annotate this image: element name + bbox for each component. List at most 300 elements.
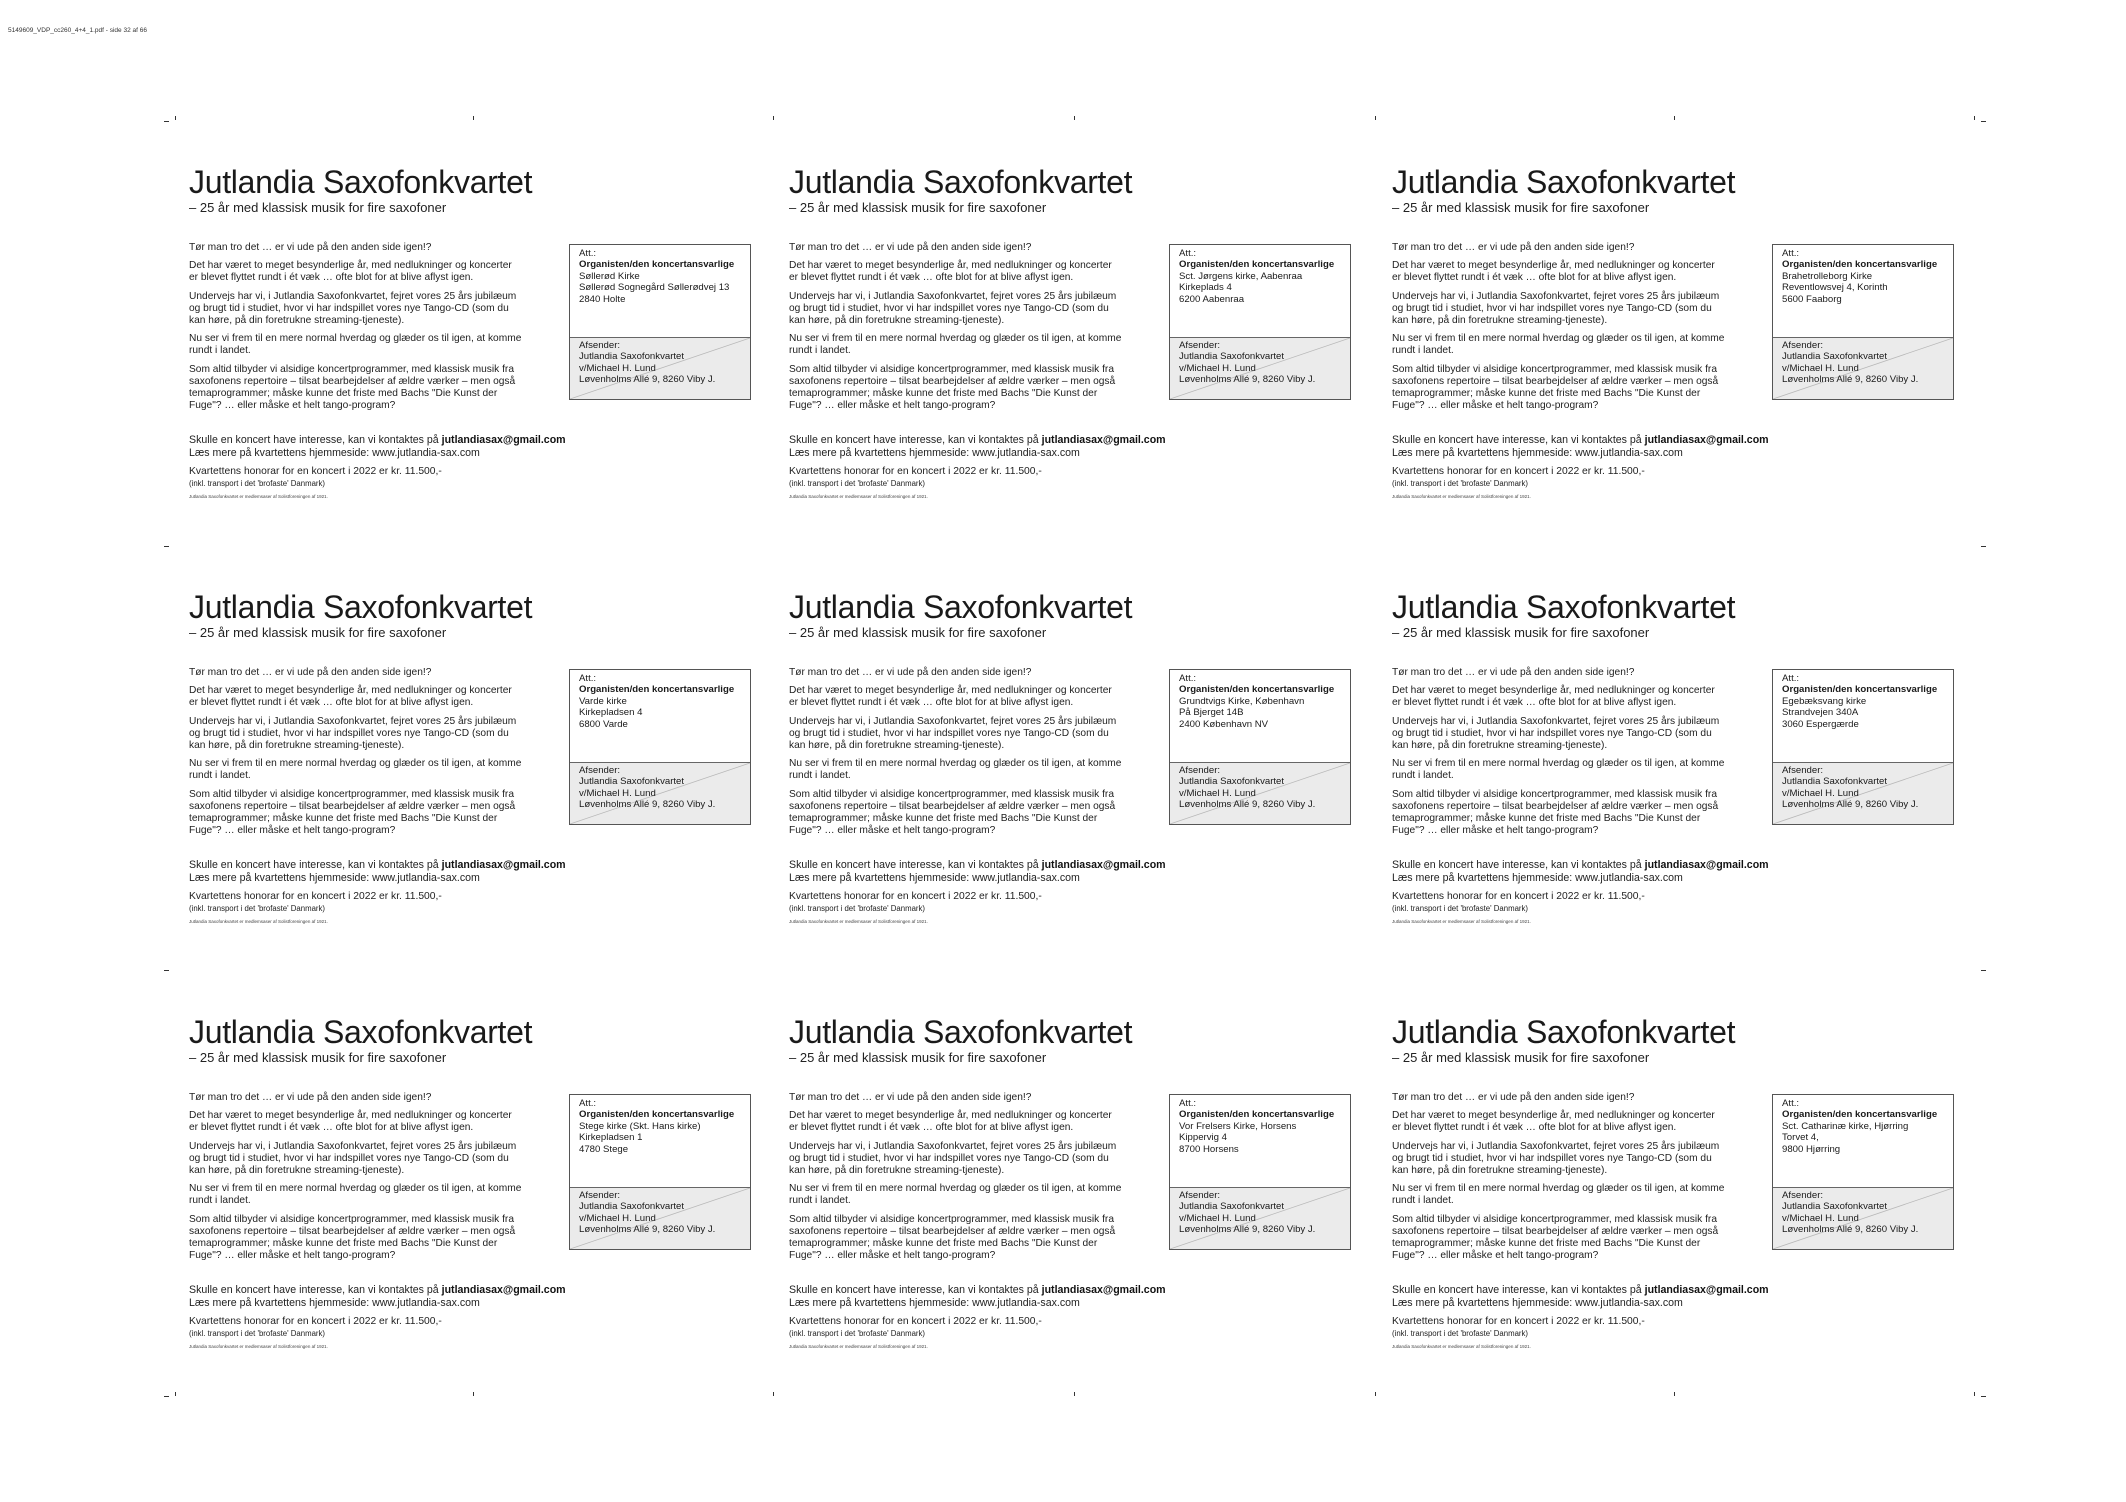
recipient-block — [570, 245, 750, 305]
body-line: temaprogrammer; måske kunne det friste med Bachs "Die Kunst der — [789, 813, 1098, 825]
body-line: og brugt tid i studiet, hvor vi har indspillet vores nye Tango-CD (som du — [1392, 727, 1712, 739]
contact-email[interactable]: jutlandiasax@gmail.com — [1644, 434, 1769, 446]
address-box — [569, 244, 751, 400]
att-label: Att.: — [1782, 248, 1800, 259]
body-line: temaprogrammer; måske kunne det friste med Bachs "Die Kunst der — [1392, 388, 1701, 400]
crop-mark — [473, 116, 474, 120]
body-paragraph — [1392, 1214, 1762, 1263]
att-label: Att.: — [1782, 673, 1800, 684]
body-line: rundt i landet. — [1392, 1195, 1454, 1207]
body-line: og brugt tid i studiet, hvor vi har indspillet vores nye Tango-CD (som du — [189, 302, 509, 314]
sender-label: Afsender: — [579, 340, 621, 351]
body-paragraph — [1392, 260, 1762, 284]
letter-card — [789, 1016, 1391, 1441]
sender-line: Løvenholms Allé 9, 8260 Viby J. — [1179, 374, 1316, 386]
letter-body — [189, 667, 559, 843]
letter-body — [789, 1092, 1159, 1268]
website-line: Læs mere på kvartettens hjemmeside: www.jutlandia-sax.com — [789, 872, 1080, 884]
body-line: er blevet flyttet rundt i ét væk … ofte blot for at blive aflyst igen. — [1392, 272, 1677, 284]
body-line: saxofonens repertoire – tilsat bearbejdelser af ældre værker – men også — [789, 800, 1116, 812]
sender-block — [570, 762, 750, 824]
sender-block — [1773, 1187, 1953, 1249]
body-paragraph — [189, 260, 559, 284]
body-line: Tør man tro det … er vi ude på den anden side igen!? — [789, 1092, 1032, 1103]
body-line: Fuge"? … eller måske et helt tango-program? — [189, 1250, 396, 1262]
sender-line: Løvenholms Allé 9, 8260 Viby J. — [579, 1224, 716, 1236]
fee-line: Kvartettens honorar for en koncert i 2022 er kr. 11.500,- — [189, 466, 442, 477]
crop-mark — [164, 1396, 169, 1397]
body-line: Som altid tilbyder vi alsidige koncertprogrammer, med klassisk musik fra — [1392, 788, 1717, 800]
body-line: Som altid tilbyder vi alsidige koncertprogrammer, med klassisk musik fra — [1392, 363, 1717, 375]
fine-print: Jutlandia Saxofonkvartet er medlemsaser af Solistforeningen af 1921. — [789, 919, 928, 924]
card-title: Jutlandia Saxofonkvartet — [1392, 164, 1736, 200]
body-line: Det har været to meget besynderlige år, med nedlukninger og koncerter — [1392, 685, 1715, 697]
fine-print: Jutlandia Saxofonkvartet er medlemsaser af Solistforeningen af 1921. — [1392, 1344, 1531, 1349]
body-line: kan høre, på din foretrukne streaming-tjeneste). — [189, 315, 405, 327]
letter-body — [1392, 667, 1762, 843]
fine-print: Jutlandia Saxofonkvartet er medlemsaser af Solistforeningen af 1921. — [1392, 919, 1531, 924]
body-line: og brugt tid i studiet, hvor vi har indspillet vores nye Tango-CD (som du — [789, 1152, 1109, 1164]
fine-print: Jutlandia Saxofonkvartet er medlemsaser af Solistforeningen af 1921. — [1392, 494, 1531, 499]
body-line: Fuge"? … eller måske et helt tango-program? — [189, 825, 396, 837]
body-line: Det har været to meget besynderlige år, med nedlukninger og koncerter — [1392, 260, 1715, 272]
body-paragraph — [789, 716, 1159, 753]
body-line: Fuge"? … eller måske et helt tango-program? — [789, 1250, 996, 1262]
crop-mark — [1981, 1396, 1986, 1397]
body-paragraph — [789, 333, 1159, 357]
recipient-line: Stege kirke (Skt. Hans kirke) — [579, 1120, 701, 1132]
recipient-line: 9800 Hjørring — [1782, 1143, 1841, 1155]
body-line: er blevet flyttet rundt i ét væk … ofte blot for at blive aflyst igen. — [789, 1122, 1074, 1134]
sender-line: Løvenholms Allé 9, 8260 Viby J. — [579, 799, 716, 811]
website-line: Læs mere på kvartettens hjemmeside: www.jutlandia-sax.com — [1392, 872, 1683, 884]
sender-line: Jutlandia Saxofonkvartet — [579, 351, 685, 363]
recipient-block — [1170, 670, 1350, 730]
body-line: og brugt tid i studiet, hvor vi har indspillet vores nye Tango-CD (som du — [1392, 1152, 1712, 1164]
address-box — [1772, 1094, 1954, 1250]
recipient-line: 6800 Varde — [579, 718, 628, 730]
att-label: Att.: — [1179, 248, 1197, 259]
body-line: Fuge"? … eller måske et helt tango-program? — [189, 400, 396, 412]
sender-label: Afsender: — [579, 1190, 621, 1201]
fee-line: Kvartettens honorar for en koncert i 2022 er kr. 11.500,- — [789, 466, 1042, 477]
recipient-block — [1773, 670, 1953, 730]
contact-line — [789, 859, 1189, 872]
card-subtitle: – 25 år med klassisk musik for fire saxofoner — [789, 200, 1047, 215]
recipient-block — [570, 1095, 750, 1155]
sender-line: v/Michael H. Lund — [1179, 1212, 1256, 1224]
body-paragraph — [1392, 364, 1762, 413]
letter-body — [189, 242, 559, 418]
sender-line: Jutlandia Saxofonkvartet — [1179, 1201, 1285, 1213]
body-line: Undervejs har vi, i Jutlandia Saxofonkvartet, fejret vores 25 års jubilæum — [789, 290, 1117, 302]
body-paragraph — [189, 291, 559, 328]
fee-note: (inkl. transport i det 'brofaste' Danmark) — [789, 1329, 926, 1338]
body-line: saxofonens repertoire – tilsat bearbejdelser af ældre værker – men også — [789, 375, 1116, 387]
recipient-line: 2400 København NV — [1179, 718, 1269, 730]
att-role: Organisten/den koncertansvarlige — [1179, 1109, 1335, 1121]
fee-line: Kvartettens honorar for en koncert i 2022 er kr. 11.500,- — [1392, 466, 1645, 477]
body-line: og brugt tid i studiet, hvor vi har indspillet vores nye Tango-CD (som du — [189, 1152, 509, 1164]
website-line: Læs mere på kvartettens hjemmeside: www.jutlandia-sax.com — [189, 447, 480, 459]
body-paragraph — [789, 1092, 1159, 1104]
sender-text — [1782, 1190, 1944, 1236]
body-line: saxofonens repertoire – tilsat bearbejdelser af ældre værker – men også — [189, 1225, 516, 1237]
body-paragraph — [789, 667, 1159, 679]
body-line: temaprogrammer; måske kunne det friste med Bachs "Die Kunst der — [1392, 813, 1701, 825]
body-line: og brugt tid i studiet, hvor vi har indspillet vores nye Tango-CD (som du — [789, 302, 1109, 314]
body-line: rundt i landet. — [189, 1195, 251, 1207]
sender-line: Jutlandia Saxofonkvartet — [579, 776, 685, 788]
sender-line: v/Michael H. Lund — [1782, 362, 1859, 374]
website-line: Læs mere på kvartettens hjemmeside: www.jutlandia-sax.com — [789, 447, 1080, 459]
body-line: kan høre, på din foretrukne streaming-tjeneste). — [1392, 1165, 1608, 1177]
body-line: Tør man tro det … er vi ude på den anden side igen!? — [1392, 1092, 1635, 1103]
sender-line: Løvenholms Allé 9, 8260 Viby J. — [1782, 799, 1919, 811]
sender-label: Afsender: — [1782, 340, 1824, 351]
body-line: er blevet flyttet rundt i ét væk … ofte blot for at blive aflyst igen. — [189, 272, 474, 284]
address-box — [569, 669, 751, 825]
body-paragraph — [789, 260, 1159, 284]
body-line: Som altid tilbyder vi alsidige koncertprogrammer, med klassisk musik fra — [789, 363, 1114, 375]
recipient-line: 6200 Aabenraa — [1179, 293, 1245, 305]
body-line: rundt i landet. — [1392, 770, 1454, 782]
body-line: er blevet flyttet rundt i ét væk … ofte blot for at blive aflyst igen. — [789, 697, 1074, 709]
body-line: Som altid tilbyder vi alsidige koncertprogrammer, med klassisk musik fra — [789, 788, 1114, 800]
body-paragraph — [1392, 1092, 1762, 1104]
sender-line: v/Michael H. Lund — [1782, 1212, 1859, 1224]
address-box — [569, 1094, 751, 1250]
fine-print: Jutlandia Saxofonkvartet er medlemsaser af Solistforeningen af 1921. — [789, 494, 928, 499]
body-paragraph — [1392, 667, 1762, 679]
body-line: Som altid tilbyder vi alsidige koncertprogrammer, med klassisk musik fra — [189, 788, 514, 800]
body-line: saxofonens repertoire – tilsat bearbejdelser af ældre værker – men også — [789, 1225, 1116, 1237]
body-line: temaprogrammer; måske kunne det friste med Bachs "Die Kunst der — [189, 813, 498, 825]
letter-card — [189, 166, 791, 591]
body-paragraph — [1392, 333, 1762, 357]
body-paragraph — [789, 1141, 1159, 1178]
sender-line: v/Michael H. Lund — [1782, 787, 1859, 799]
att-label: Att.: — [1179, 673, 1197, 684]
fee-note: (inkl. transport i det 'brofaste' Danmark) — [1392, 479, 1529, 488]
contact-email[interactable]: jutlandiasax@gmail.com — [1644, 859, 1769, 871]
card-subtitle: – 25 år med klassisk musik for fire saxofoner — [1392, 625, 1650, 640]
letter-body — [189, 1092, 559, 1268]
body-line: er blevet flyttet rundt i ét væk … ofte blot for at blive aflyst igen. — [789, 272, 1074, 284]
crop-mark — [1981, 121, 1986, 122]
body-line: saxofonens repertoire – tilsat bearbejdelser af ældre værker – men også — [1392, 1225, 1719, 1237]
att-label: Att.: — [579, 1098, 597, 1109]
sender-line: Løvenholms Allé 9, 8260 Viby J. — [1782, 374, 1919, 386]
body-line: temaprogrammer; måske kunne det friste med Bachs "Die Kunst der — [189, 1238, 498, 1250]
body-line: saxofonens repertoire – tilsat bearbejdelser af ældre værker – men også — [1392, 375, 1719, 387]
body-paragraph — [789, 242, 1159, 254]
body-line: Undervejs har vi, i Jutlandia Saxofonkvartet, fejret vores 25 års jubilæum — [1392, 715, 1720, 727]
sender-text — [579, 340, 741, 386]
fee-line: Kvartettens honorar for en koncert i 2022 er kr. 11.500,- — [789, 1316, 1042, 1327]
body-line: Nu ser vi frem til en mere normal hverdag og glæder os til igen, at komme — [189, 1183, 522, 1195]
sender-block — [1773, 762, 1953, 824]
recipient-line: Grundtvigs Kirke, København — [1179, 695, 1305, 707]
sender-block — [1170, 337, 1350, 399]
body-paragraph — [1392, 789, 1762, 838]
body-line: saxofonens repertoire – tilsat bearbejdelser af ældre værker – men også — [189, 375, 516, 387]
recipient-line: Vor Frelsers Kirke, Horsens — [1179, 1120, 1297, 1132]
body-line: rundt i landet. — [1392, 345, 1454, 357]
body-paragraph — [189, 1110, 559, 1134]
sender-label: Afsender: — [1782, 1190, 1824, 1201]
contact-block — [789, 434, 1189, 460]
body-line: er blevet flyttet rundt i ét væk … ofte blot for at blive aflyst igen. — [1392, 1122, 1677, 1134]
recipient-block — [1773, 1095, 1953, 1155]
sender-line: v/Michael H. Lund — [579, 1212, 656, 1224]
body-paragraph — [189, 1141, 559, 1178]
letter-body — [789, 667, 1159, 843]
contact-email[interactable]: jutlandiasax@gmail.com — [441, 859, 566, 871]
crop-mark — [1981, 546, 1986, 547]
address-box — [1169, 1094, 1351, 1250]
body-line: Nu ser vi frem til en mere normal hverdag og glæder os til igen, at komme — [789, 333, 1122, 345]
contact-block — [789, 859, 1189, 885]
body-line: kan høre, på din foretrukne streaming-tjeneste). — [189, 1165, 405, 1177]
body-paragraph — [1392, 242, 1762, 254]
body-line: Nu ser vi frem til en mere normal hverdag og glæder os til igen, at komme — [1392, 758, 1725, 770]
body-paragraph — [789, 1214, 1159, 1263]
att-role: Organisten/den koncertansvarlige — [579, 1109, 735, 1121]
contact-prefix: Skulle en koncert have interesse, kan vi kontaktes på — [789, 859, 1042, 871]
body-line: Undervejs har vi, i Jutlandia Saxofonkvartet, fejret vores 25 års jubilæum — [789, 1140, 1117, 1152]
sender-line: Løvenholms Allé 9, 8260 Viby J. — [1179, 1224, 1316, 1236]
card-subtitle: – 25 år med klassisk musik for fire saxofoner — [189, 200, 447, 215]
body-line: Som altid tilbyder vi alsidige koncertprogrammer, med klassisk musik fra — [789, 1213, 1114, 1225]
body-line: Tør man tro det … er vi ude på den anden side igen!? — [1392, 242, 1635, 253]
body-paragraph — [189, 1183, 559, 1207]
body-line: og brugt tid i studiet, hvor vi har indspillet vores nye Tango-CD (som du — [1392, 302, 1712, 314]
body-line: Som altid tilbyder vi alsidige koncertprogrammer, med klassisk musik fra — [189, 1213, 514, 1225]
letter-card — [1392, 166, 1994, 591]
body-line: Tør man tro det … er vi ude på den anden side igen!? — [189, 242, 432, 253]
crop-mark — [164, 121, 169, 122]
card-subtitle: – 25 år med klassisk musik for fire saxofoner — [1392, 200, 1650, 215]
sender-line: Løvenholms Allé 9, 8260 Viby J. — [579, 374, 716, 386]
att-label: Att.: — [579, 248, 597, 259]
body-line: Nu ser vi frem til en mere normal hverdag og glæder os til igen, at komme — [189, 758, 522, 770]
contact-line — [1392, 859, 1792, 872]
body-paragraph — [189, 789, 559, 838]
card-title: Jutlandia Saxofonkvartet — [189, 589, 533, 625]
contact-email[interactable]: jutlandiasax@gmail.com — [1041, 1284, 1166, 1296]
body-line: Undervejs har vi, i Jutlandia Saxofonkvartet, fejret vores 25 års jubilæum — [189, 290, 517, 302]
recipient-line: Sct. Catharinæ kirke, Hjørring — [1782, 1120, 1909, 1132]
contact-prefix: Skulle en koncert have interesse, kan vi kontaktes på — [1392, 434, 1645, 446]
recipient-line: Kippervig 4 — [1179, 1132, 1227, 1144]
fee-note: (inkl. transport i det 'brofaste' Danmark) — [1392, 1329, 1529, 1338]
contact-block — [189, 1284, 589, 1310]
fee-note: (inkl. transport i det 'brofaste' Danmark) — [1392, 904, 1529, 913]
body-line: kan høre, på din foretrukne streaming-tjeneste). — [189, 740, 405, 752]
sender-line: Jutlandia Saxofonkvartet — [1179, 776, 1285, 788]
sender-line: Løvenholms Allé 9, 8260 Viby J. — [1782, 1224, 1919, 1236]
body-line: Nu ser vi frem til en mere normal hverdag og glæder os til igen, at komme — [1392, 1183, 1725, 1195]
body-line: Tør man tro det … er vi ude på den anden side igen!? — [189, 667, 432, 678]
recipient-line: Kirkepladsen 4 — [579, 707, 643, 719]
recipient-block — [1170, 1095, 1350, 1155]
recipient-line: Kirkepladsen 1 — [579, 1132, 643, 1144]
card-subtitle: – 25 år med klassisk musik for fire saxofoner — [189, 1050, 447, 1065]
print-header: 5149609_VDP_cc260_4+4_1.pdf - side 32 af 66 — [8, 27, 147, 34]
fee-note: (inkl. transport i det 'brofaste' Danmark) — [789, 904, 926, 913]
body-line: rundt i landet. — [789, 1195, 851, 1207]
card-subtitle: – 25 år med klassisk musik for fire saxofoner — [1392, 1050, 1650, 1065]
body-paragraph — [1392, 716, 1762, 753]
body-line: kan høre, på din foretrukne streaming-tjeneste). — [789, 1165, 1005, 1177]
body-paragraph — [189, 758, 559, 782]
fee-line: Kvartettens honorar for en koncert i 2022 er kr. 11.500,- — [789, 891, 1042, 902]
crop-mark — [773, 1392, 774, 1396]
body-line: Undervejs har vi, i Jutlandia Saxofonkvartet, fejret vores 25 års jubilæum — [1392, 1140, 1720, 1152]
contact-email[interactable]: jutlandiasax@gmail.com — [1041, 859, 1166, 871]
crop-mark — [175, 1392, 176, 1396]
website-line: Læs mere på kvartettens hjemmeside: www.jutlandia-sax.com — [189, 1297, 480, 1309]
recipient-line: Torvet 4, — [1782, 1132, 1819, 1144]
crop-mark — [773, 116, 774, 120]
sender-label: Afsender: — [579, 765, 621, 776]
body-line: rundt i landet. — [789, 770, 851, 782]
body-line: temaprogrammer; måske kunne det friste med Bachs "Die Kunst der — [189, 388, 498, 400]
recipient-line: Søllerød Sognegård Søllerødvej 13 — [579, 282, 730, 294]
crop-mark — [175, 116, 176, 120]
sender-label: Afsender: — [1782, 765, 1824, 776]
sender-line: Løvenholms Allé 9, 8260 Viby J. — [1179, 799, 1316, 811]
body-paragraph — [189, 1214, 559, 1263]
crop-mark — [1375, 116, 1376, 120]
body-line: og brugt tid i studiet, hvor vi har indspillet vores nye Tango-CD (som du — [189, 727, 509, 739]
contact-email[interactable]: jutlandiasax@gmail.com — [441, 434, 566, 446]
body-line: Fuge"? … eller måske et helt tango-program? — [789, 825, 996, 837]
website-line: Læs mere på kvartettens hjemmeside: www.jutlandia-sax.com — [789, 1297, 1080, 1309]
letter-body — [789, 242, 1159, 418]
body-paragraph — [1392, 1183, 1762, 1207]
body-paragraph — [189, 685, 559, 709]
fine-print: Jutlandia Saxofonkvartet er medlemsaser af Solistforeningen af 1921. — [789, 1344, 928, 1349]
att-label: Att.: — [1782, 1098, 1800, 1109]
body-line: Det har været to meget besynderlige år, med nedlukninger og koncerter — [789, 685, 1112, 697]
crop-mark — [473, 1392, 474, 1396]
body-paragraph — [789, 685, 1159, 709]
sender-text — [579, 765, 741, 811]
body-line: Fuge"? … eller måske et helt tango-program? — [1392, 400, 1599, 412]
crop-mark — [1674, 1392, 1675, 1396]
body-paragraph — [189, 364, 559, 413]
body-paragraph — [189, 716, 559, 753]
contact-block — [189, 859, 589, 885]
recipient-line: Reventlowsvej 4, Korinth — [1782, 282, 1888, 294]
att-label: Att.: — [1179, 1098, 1197, 1109]
att-role: Organisten/den koncertansvarlige — [579, 259, 735, 271]
contact-email[interactable]: jutlandiasax@gmail.com — [1041, 434, 1166, 446]
letter-card — [189, 591, 791, 1016]
att-role: Organisten/den koncertansvarlige — [1179, 684, 1335, 696]
website-line: Læs mere på kvartettens hjemmeside: www.jutlandia-sax.com — [189, 872, 480, 884]
sender-block — [570, 337, 750, 399]
body-line: Det har været to meget besynderlige år, med nedlukninger og koncerter — [789, 260, 1112, 272]
body-paragraph — [789, 1110, 1159, 1134]
card-subtitle: – 25 år med klassisk musik for fire saxofoner — [789, 1050, 1047, 1065]
contact-email[interactable]: jutlandiasax@gmail.com — [441, 1284, 566, 1296]
att-role: Organisten/den koncertansvarlige — [1782, 1109, 1938, 1121]
body-line: saxofonens repertoire – tilsat bearbejdelser af ældre værker – men også — [189, 800, 516, 812]
body-line: rundt i landet. — [189, 770, 251, 782]
crop-mark — [1674, 116, 1675, 120]
fee-line: Kvartettens honorar for en koncert i 2022 er kr. 11.500,- — [1392, 891, 1645, 902]
sender-text — [1782, 765, 1944, 811]
body-line: Nu ser vi frem til en mere normal hverdag og glæder os til igen, at komme — [189, 333, 522, 345]
body-line: Nu ser vi frem til en mere normal hverdag og glæder os til igen, at komme — [789, 1183, 1122, 1195]
body-line: er blevet flyttet rundt i ét væk … ofte blot for at blive aflyst igen. — [189, 697, 474, 709]
body-line: kan høre, på din foretrukne streaming-tjeneste). — [1392, 740, 1608, 752]
recipient-line: 4780 Stege — [579, 1143, 629, 1155]
contact-email[interactable]: jutlandiasax@gmail.com — [1644, 1284, 1769, 1296]
recipient-line: 8700 Horsens — [1179, 1143, 1239, 1155]
att-role: Organisten/den koncertansvarlige — [1782, 259, 1938, 271]
recipient-line: 2840 Holte — [579, 293, 626, 305]
sender-line: Jutlandia Saxofonkvartet — [1782, 776, 1888, 788]
body-paragraph — [189, 242, 559, 254]
contact-prefix: Skulle en koncert have interesse, kan vi kontaktes på — [1392, 859, 1645, 871]
body-line: Nu ser vi frem til en mere normal hverdag og glæder os til igen, at komme — [1392, 333, 1725, 345]
body-line: saxofonens repertoire – tilsat bearbejdelser af ældre værker – men også — [1392, 800, 1719, 812]
recipient-block — [570, 670, 750, 730]
card-subtitle: – 25 år med klassisk musik for fire saxofoner — [189, 625, 447, 640]
fine-print: Jutlandia Saxofonkvartet er medlemsaser af Solistforeningen af 1921. — [189, 919, 328, 924]
body-line: rundt i landet. — [789, 345, 851, 357]
body-line: temaprogrammer; måske kunne det friste med Bachs "Die Kunst der — [1392, 1238, 1701, 1250]
recipient-line: På Bjerget 14B — [1179, 707, 1244, 719]
sender-line: v/Michael H. Lund — [579, 362, 656, 374]
crop-mark — [1074, 116, 1075, 120]
sender-block — [570, 1187, 750, 1249]
contact-block — [1392, 1284, 1792, 1310]
sender-line: Jutlandia Saxofonkvartet — [579, 1201, 685, 1213]
body-line: Tør man tro det … er vi ude på den anden side igen!? — [789, 667, 1032, 678]
body-paragraph — [189, 1092, 559, 1104]
body-paragraph — [789, 758, 1159, 782]
letter-card — [1392, 591, 1994, 1016]
body-line: Fuge"? … eller måske et helt tango-program? — [1392, 1250, 1599, 1262]
body-line: Nu ser vi frem til en mere normal hverdag og glæder os til igen, at komme — [789, 758, 1122, 770]
crop-mark — [164, 546, 169, 547]
sender-line: v/Michael H. Lund — [1179, 787, 1256, 799]
sender-line: Jutlandia Saxofonkvartet — [1782, 351, 1888, 363]
address-box — [1169, 244, 1351, 400]
att-role: Organisten/den koncertansvarlige — [1179, 259, 1335, 271]
crop-mark — [1981, 970, 1986, 971]
letter-card — [1392, 1016, 1994, 1441]
sender-text — [1179, 340, 1341, 386]
body-paragraph — [1392, 1110, 1762, 1134]
fee-note: (inkl. transport i det 'brofaste' Danmark) — [189, 1329, 326, 1338]
recipient-line: Egebæksvang kirke — [1782, 695, 1867, 707]
sender-label: Afsender: — [1179, 340, 1221, 351]
body-line: kan høre, på din foretrukne streaming-tjeneste). — [1392, 315, 1608, 327]
att-role: Organisten/den koncertansvarlige — [579, 684, 735, 696]
body-line: er blevet flyttet rundt i ét væk … ofte blot for at blive aflyst igen. — [189, 1122, 474, 1134]
body-line: Undervejs har vi, i Jutlandia Saxofonkvartet, fejret vores 25 års jubilæum — [789, 715, 1117, 727]
fine-print: Jutlandia Saxofonkvartet er medlemsaser af Solistforeningen af 1921. — [189, 494, 328, 499]
body-paragraph — [1392, 291, 1762, 328]
letter-card — [189, 1016, 791, 1441]
body-line: Det har været to meget besynderlige år, med nedlukninger og koncerter — [1392, 1110, 1715, 1122]
